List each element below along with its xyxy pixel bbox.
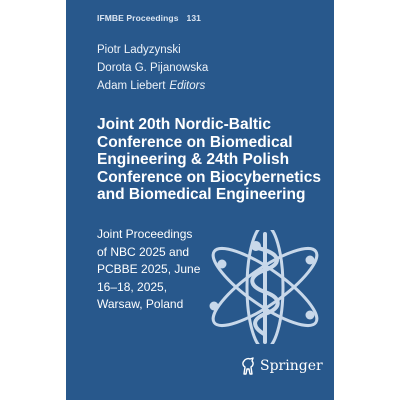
title-line: Conference on Biomedical <box>97 133 293 151</box>
electron-dot <box>306 311 315 320</box>
electron-dot <box>218 260 227 269</box>
title-line: Engineering & 24th Polish <box>97 151 290 168</box>
springer-horse-icon <box>240 357 256 375</box>
book-cover <box>66 0 334 400</box>
editor-name: Adam Liebert <box>97 80 166 92</box>
title-line: and Biomedical Engineering <box>97 186 306 203</box>
title-line: Joint 20th Nordic-Baltic <box>97 116 271 133</box>
series-volume: 131 <box>186 13 202 23</box>
editors-suffix: Editors <box>169 80 206 92</box>
subtitle-line: PCBBE 2025, June <box>97 262 201 277</box>
atom-caduceus-icon <box>198 230 332 344</box>
electron-dot <box>306 256 315 265</box>
editor-name: Piotr Ladyzynski <box>97 44 181 56</box>
editors-block <box>97 41 208 95</box>
electron-dot <box>210 302 219 311</box>
editor-name: Dorota G. Pijanowska <box>97 62 209 74</box>
publisher-name: Springer <box>260 358 323 374</box>
series-name: IFMBE Proceedings <box>97 13 179 23</box>
book-title <box>97 116 329 204</box>
snake-head <box>251 241 261 251</box>
subtitle-line: Joint Proceedings <box>97 227 193 241</box>
publisher-logo <box>240 357 323 375</box>
editor-line <box>97 77 208 95</box>
title-line: Conference on Biocybernetics <box>97 168 321 186</box>
series-label <box>97 13 201 23</box>
subtitle-line: Warsaw, Poland <box>97 297 184 312</box>
subtitle-line: 16–18, 2025, <box>97 279 168 294</box>
subtitle-line: of NBC 2025 and <box>97 244 190 259</box>
